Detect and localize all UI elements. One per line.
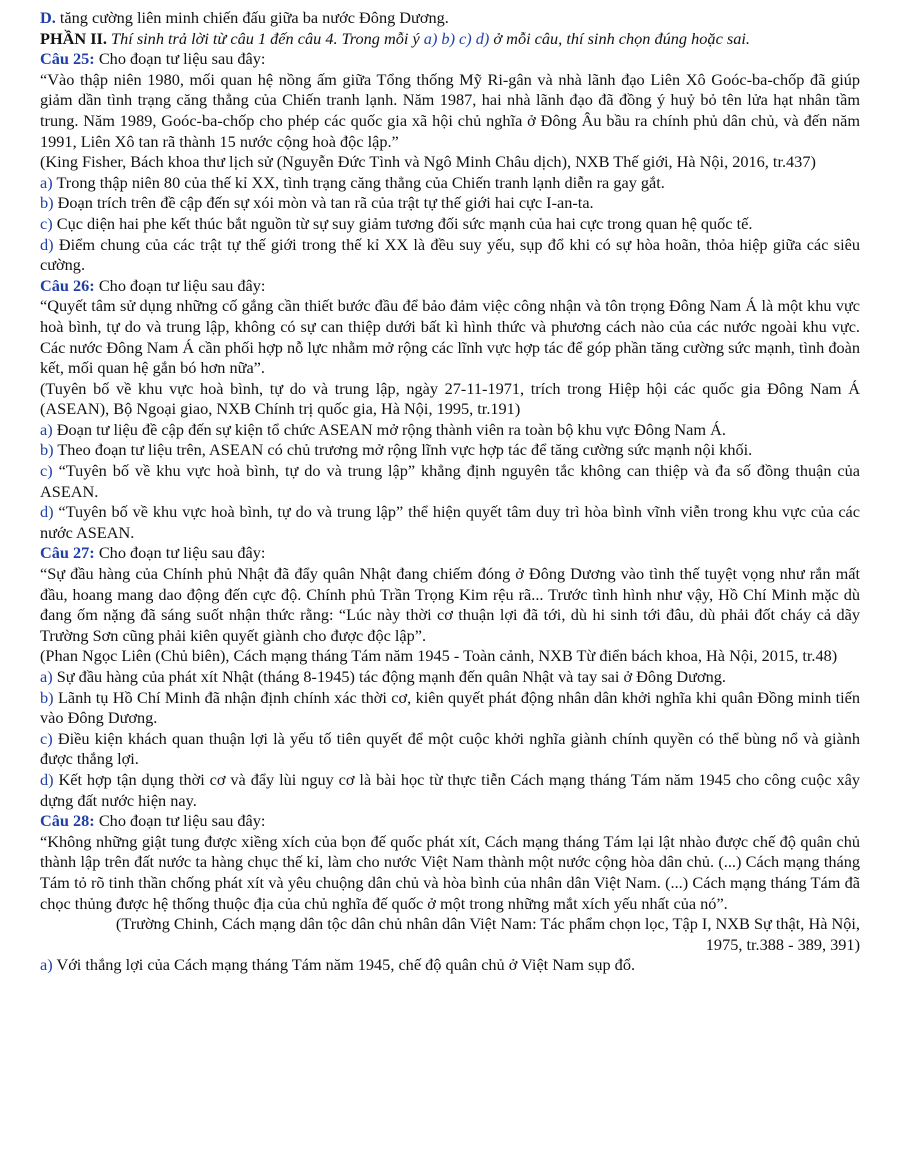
question-26 [40, 276, 860, 544]
question-quote: “Không những giật tung được xiềng xích của bọn đế quốc phát xít, Cách mạng tháng Tám lại lật nhào được chế độ quân chủ thành lập trên đất nước ta hàng chục thế kỉ, làm cho nước Việt Nam thành một nước cộng hòa dân chủ. (...) Cách mạng tháng Tám tỏ rõ tinh thần chống phát xít và yêu chuộng dân chủ và hòa bình của nhân dân Việt Nam. (...) Cách mạng tháng Tám đã chọc thủng được hệ thống thuộc địa của chủ nghĩa đế quốc ở một trong những mắt xích yếu nhất của nó”. [40, 831, 860, 913]
question-number: Câu 26: [40, 275, 95, 295]
question-27 [40, 543, 860, 811]
question-25 [40, 49, 860, 276]
option-text: Đoạn tư liệu đề cập đến sự kiện tổ chức ASEAN mở rộng thành viên ra toàn bộ khu vực Đông Nam Á. [56, 419, 726, 439]
question-number: Câu 28: [40, 811, 95, 831]
question-intro: Cho đoạn tư liệu sau đây: [98, 811, 266, 831]
question-option-c [40, 214, 860, 235]
question-intro: Cho đoạn tư liệu sau đây: [98, 49, 266, 69]
option-text: “Tuyên bố về khu vực hoà bình, tự do và trung lập” khẳng định nguyên tắc không can thiệp và đa số đồng thuận của ASEAN. [40, 461, 860, 501]
question-heading [40, 543, 860, 564]
option-label: a) [40, 667, 53, 686]
option-label: d) [40, 234, 54, 254]
option-label: c) [40, 461, 53, 481]
question-source: (King Fisher, Bách khoa thư lịch sử (Nguyễn Đức Tình và Ngô Minh Châu dịch), NXB Thế giới, Hà Nội, 2016, tr.437) [40, 152, 816, 172]
option-text: Điểm chung của các trật tự thế giới trong thế kỉ XX là đều suy yếu, sụp đổ khi có sự hòa hoãn, thỏa hiệp giữa các siêu cường. [40, 234, 860, 275]
top-option-d [40, 8, 860, 29]
question-intro: Cho đoạn tư liệu sau đây: [98, 543, 266, 563]
question-quote: “Quyết tâm sử dụng những cố gắng cần thiết bước đầu để bảo đảm việc công nhận và tôn trọng Đông Nam Á là một khu vực hoà bình, tự do và trung lập, không có sự can thiệp dưới bất kì hình thức và phương cách nào của các nước ngoài khu vực. Các nước Đông Nam Á cần phối hợp nỗ lực nhằm mở rộng các lĩnh vực hợp tác để góp phần tăng cường sức mạnh, tình đoàn kết, mối quan hệ gắn bó hơn nữa”. [40, 296, 860, 378]
question-option-b [40, 193, 860, 214]
option-text: Kết hợp tận dụng thời cơ và đẩy lùi nguy cơ là bài học từ thực tiễn Cách mạng tháng Tám năm 1945 cho công cuộc xây dựng đất nước hiện nay. [40, 769, 860, 810]
question-intro: Cho đoạn tư liệu sau đây: [98, 275, 266, 295]
question-option-d [40, 502, 860, 543]
option-text: Điều kiện khách quan thuận lợi là yếu tố tiên quyết để một cuộc khởi nghĩa giành chính quyền có thể bùng nổ và giành được thắng lợi. [40, 728, 860, 769]
option-text: Trong thập niên 80 của thế kỉ XX, tình trạng căng thẳng của Chiến tranh lạnh diễn ra gay gắt. [56, 172, 665, 192]
question-option-a [40, 173, 860, 194]
part-2-title: PHẦN II. [40, 28, 107, 48]
question-number: Câu 27: [40, 543, 95, 563]
option-label: D. [40, 8, 56, 27]
option-text: Lãnh tụ Hồ Chí Minh đã nhận định chính xác thời cơ, kiên quyết phát động nhân dân khởi nghĩa khi quân Đồng minh tiến vào Đông Dương. [40, 687, 860, 728]
option-label: c) [40, 213, 53, 233]
option-label: c) [40, 728, 53, 748]
question-option-a [40, 667, 860, 688]
question-option-b [40, 440, 860, 461]
question-option-d [40, 770, 860, 811]
option-text: Với thắng lợi của Cách mạng tháng Tám năm 1945, chế độ quân chủ ở Việt Nam sụp đổ. [56, 955, 636, 975]
option-text: Đoạn trích trên đề cập đến sự xói mòn và tan rã của trật tự thế giới hai cực I-an-ta. [57, 193, 594, 213]
option-label: d) [40, 769, 54, 789]
question-heading [40, 49, 860, 70]
question-quote: “Vào thập niên 1980, mối quan hệ nồng ấm giữa Tổng thống Mỹ Ri-gân và nhà lãnh đạo Liên Xô Goóc-ba-chốp đã giúp giảm dần tình trạng căng thẳng của Chiến tranh lạnh. Năm 1987, hai nhà lãnh đạo đã đồng ý huỷ bỏ tên lửa hạt nhân tầm trung. Năm 1989, Goóc-ba-chốp cho phép các quốc gia xã hội chủ nghĩa ở Đông Âu bầu ra chính phủ dân chủ, và đến năm 1991, Liên Xô tan rã thành 15 nước cộng hoà độc lập.” [40, 69, 860, 151]
part-2-instruction-b: ở mỗi câu, thí sinh chọn đúng hoặc sai. [493, 28, 750, 48]
question-number: Câu 25: [40, 49, 95, 69]
question-option-a [40, 955, 860, 976]
question-28 [40, 811, 860, 976]
question-option-d [40, 235, 860, 276]
option-text: tăng cường liên minh chiến đấu giữa ba nước Đông Dương. [59, 8, 449, 27]
option-label: a) [40, 419, 53, 439]
question-option-c [40, 729, 860, 770]
part-2-heading [40, 29, 860, 50]
option-text: Sự đầu hàng của phát xít Nhật (tháng 8-1945) tác động mạnh đến quân Nhật và tay sai ở Đông Dương. [56, 667, 726, 686]
part-2-instruction-a: Thí sinh trả lời từ câu 1 đến câu 4. Trong mỗi ý [111, 28, 420, 48]
question-option-a [40, 420, 860, 441]
option-text: Cục diện hai phe kết thúc bắt nguồn từ sự suy giảm tương đối sức mạnh của hai cực trong quan hệ quốc tế. [56, 213, 753, 233]
option-label: b) [40, 193, 54, 213]
question-source: (Trường Chinh, Cách mạng dân tộc dân chủ nhân dân Việt Nam: Tác phẩm chọn lọc, Tập I, NXB Sự thật, Hà Nội, 1975, tr.388 - 389, 391) [115, 914, 860, 954]
question-source: (Tuyên bố về khu vực hoà bình, tự do và trung lập, ngày 27-11-1971, trích trong Hiệp hội các quốc gia Đông Nam Á (ASEAN), Bộ Ngoại giao, NXB Chính trị quốc gia, Hà Nội, 1995, tr.191) [40, 378, 860, 419]
option-text: Theo đoạn tư liệu trên, ASEAN có chủ trương mở rộng lĩnh vực hợp tác để tăng cường sức mạnh nội khối. [57, 440, 753, 460]
question-quote: “Sự đầu hàng của Chính phủ Nhật đã đẩy quân Nhật đang chiếm đóng ở Đông Dương vào tình thế tuyệt vọng như rắn mất đầu, hoang mang dao động đến cực độ. Chính phủ Trần Trọng Kim rệu rã... Trước tình hình như vậy, Hồ Chí Minh mặc dù đang ốm nặng đã sáng suốt nhận thức rằng: “Lúc này thời cơ thuận lợi đã tới, dù hi sinh tới đâu, dù phải đốt cháy cả dãy Trường Sơn cũng phải kiên quyết giành cho được độc lập”. [40, 564, 860, 645]
question-heading [40, 811, 860, 832]
option-text: “Tuyên bố về khu vực hoà bình, tự do và trung lập” thể hiện quyết tâm duy trì hòa bình vĩnh viễn trong khu vực của các nước ASEAN. [40, 502, 861, 542]
option-label: a) [40, 955, 53, 975]
option-label: b) [40, 440, 54, 460]
part-2-instruction-options: a) b) c) d) [423, 28, 490, 48]
question-heading [40, 276, 860, 297]
option-label: a) [40, 172, 53, 192]
question-option-b [40, 688, 860, 729]
question-option-c [40, 461, 860, 502]
question-source: (Phan Ngọc Liên (Chủ biên), Cách mạng tháng Tám năm 1945 - Toàn cảnh, NXB Từ điển bách khoa, Hà Nội, 2015, tr.48) [40, 646, 838, 666]
option-label: b) [40, 687, 54, 707]
option-label: d) [40, 502, 54, 522]
